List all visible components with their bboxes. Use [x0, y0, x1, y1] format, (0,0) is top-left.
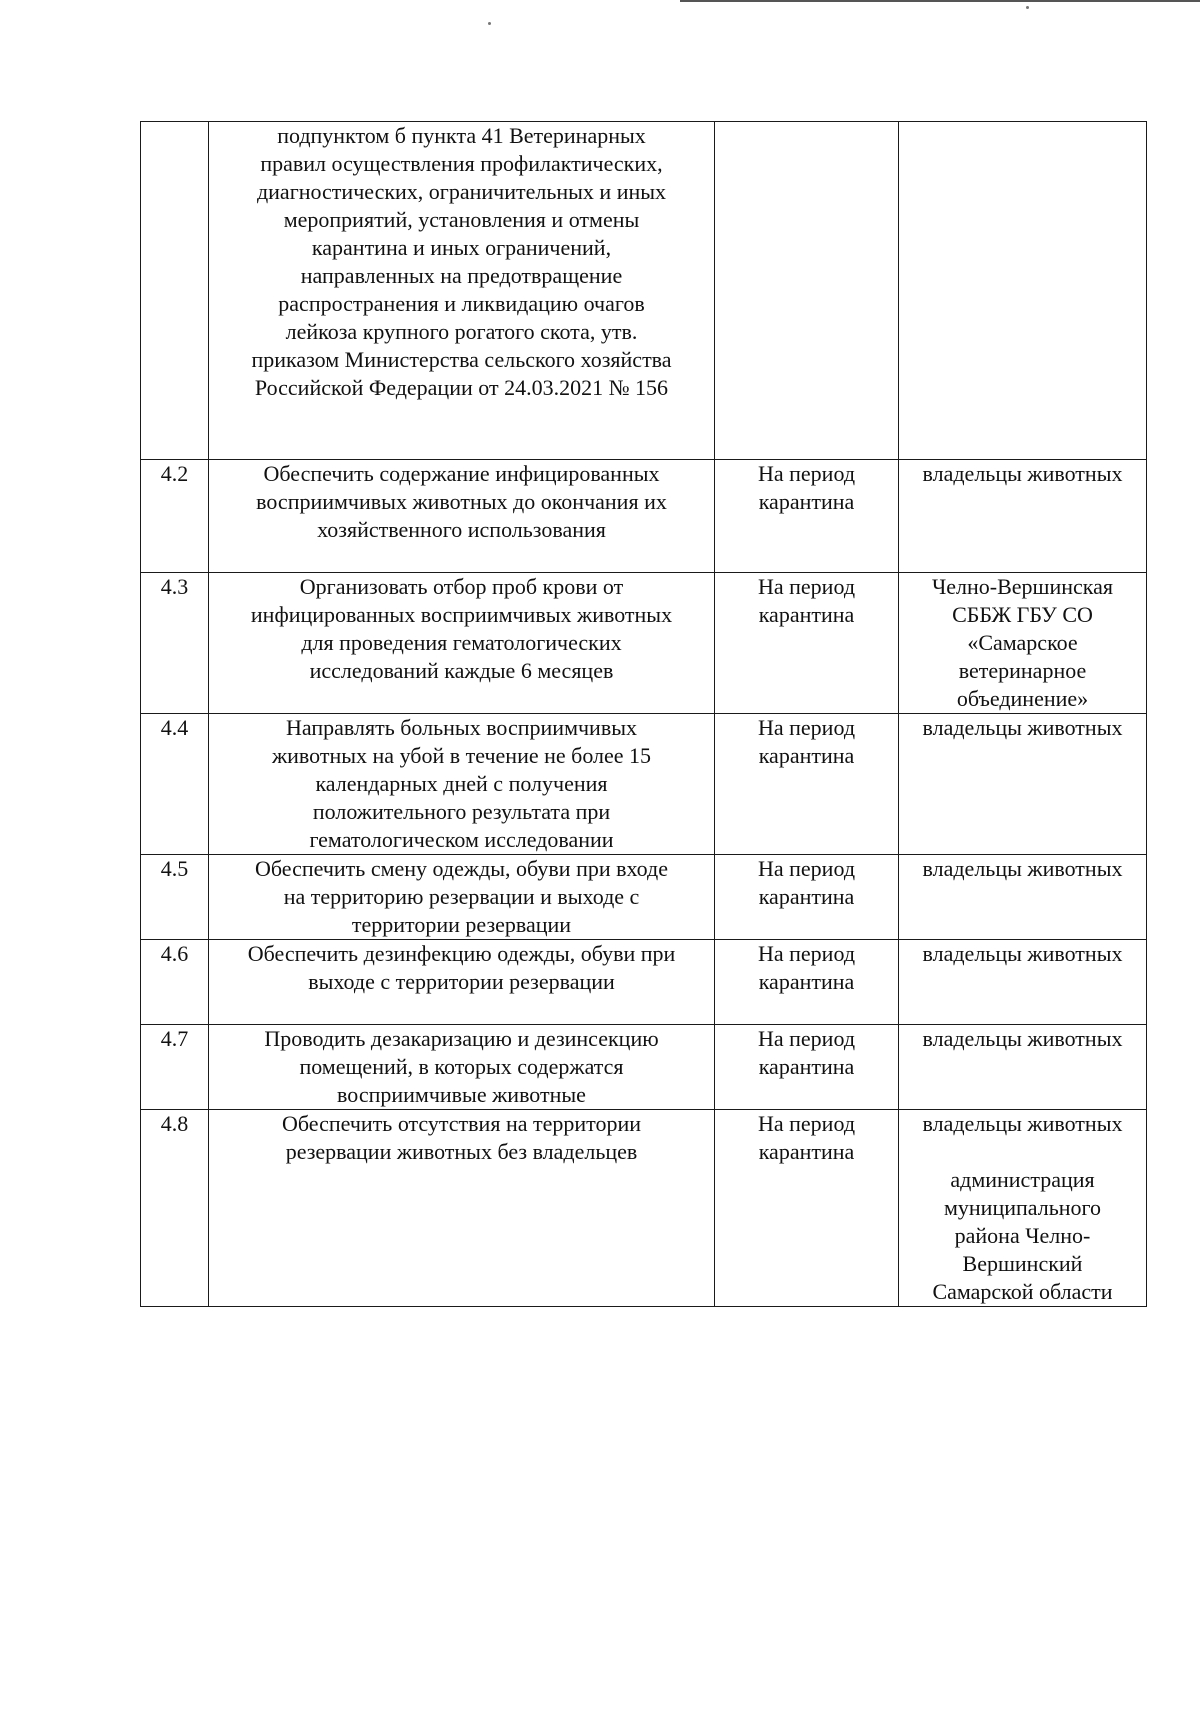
measure-text: Обеспечить содержание инфицированных восприимчивых животных до окончания их хозяйственного использования: [209, 460, 715, 573]
row-number: 4.5: [141, 855, 209, 940]
measure-text: подпунктом б пункта 41 Ветеринарных правил осуществления профилактических, диагностических, ограничительных и иных мероприятий, установления и отмены карантина и иных ограничений, направленных на предотвращение распространения и ликвидацию очагов лейкоза крупного рогатого скота, утв. приказом Министерства сельского хозяйства Российской Федерации от 24.03.2021 № 156: [209, 122, 715, 460]
responsible-cell: [899, 1110, 1147, 1307]
term-text: На период карантина: [715, 1110, 899, 1307]
table-row: [141, 855, 1147, 940]
table-row: [141, 460, 1147, 573]
measure-text: Обеспечить смену одежды, обуви при входе на территорию резервации и выходе с территории резервации: [209, 855, 715, 940]
measure-text: Организовать отбор проб крови от инфицированных восприимчивых животных для проведения гематологических исследований каждые 6 месяцев: [209, 573, 715, 714]
table-row: [141, 1025, 1147, 1110]
responsible-text: владельцы животных: [899, 940, 1147, 1025]
responsible-text: [899, 122, 1147, 460]
responsible-text: владельцы животных: [899, 1025, 1147, 1110]
measure-text: Проводить дезакаризацию и дезинсекцию помещений, в которых содержатся восприимчивые животные: [209, 1025, 715, 1110]
measure-text: Направлять больных восприимчивых животных на убой в течение не более 15 календарных дней с получения положительного результата при гематологическом исследовании: [209, 714, 715, 855]
term-text: На период карантина: [715, 714, 899, 855]
responsible-text: владельцы животных: [899, 460, 1147, 573]
row-number: 4.4: [141, 714, 209, 855]
row-number: 4.3: [141, 573, 209, 714]
term-text: На период карантина: [715, 940, 899, 1025]
term-text: На период карантина: [715, 573, 899, 714]
scan-edge-line: [680, 0, 1200, 2]
table-row: [141, 714, 1147, 855]
row-number: 4.6: [141, 940, 209, 1025]
responsible-text-secondary: администрация муниципального района Челно- Вершинский Самарской области: [932, 1167, 1113, 1304]
term-text: На период карантина: [715, 460, 899, 573]
measure-text: Обеспечить отсутствия на территории резервации животных без владельцев: [209, 1110, 715, 1307]
term-text: [715, 122, 899, 460]
term-text: На период карантина: [715, 1025, 899, 1110]
responsible-text: владельцы животных: [922, 1111, 1123, 1136]
spacer: [903, 1138, 1142, 1166]
responsible-text: владельцы животных: [899, 714, 1147, 855]
responsible-text: владельцы животных: [899, 855, 1147, 940]
term-text: На период карантина: [715, 855, 899, 940]
row-number: [141, 122, 209, 460]
row-number: 4.8: [141, 1110, 209, 1307]
scan-speck: [488, 22, 491, 25]
scan-speck: [1026, 6, 1029, 9]
row-number: 4.2: [141, 460, 209, 573]
table-row: [141, 573, 1147, 714]
responsible-text: Челно-Вершинская СББЖ ГБУ СО «Самарское ветеринарное объединение»: [899, 573, 1147, 714]
table-row: [141, 122, 1147, 460]
measure-text: Обеспечить дезинфекцию одежды, обуви при выходе с территории резервации: [209, 940, 715, 1025]
table-row: [141, 940, 1147, 1025]
measures-table: [140, 121, 1147, 1307]
table-row: [141, 1110, 1147, 1307]
row-number: 4.7: [141, 1025, 209, 1110]
